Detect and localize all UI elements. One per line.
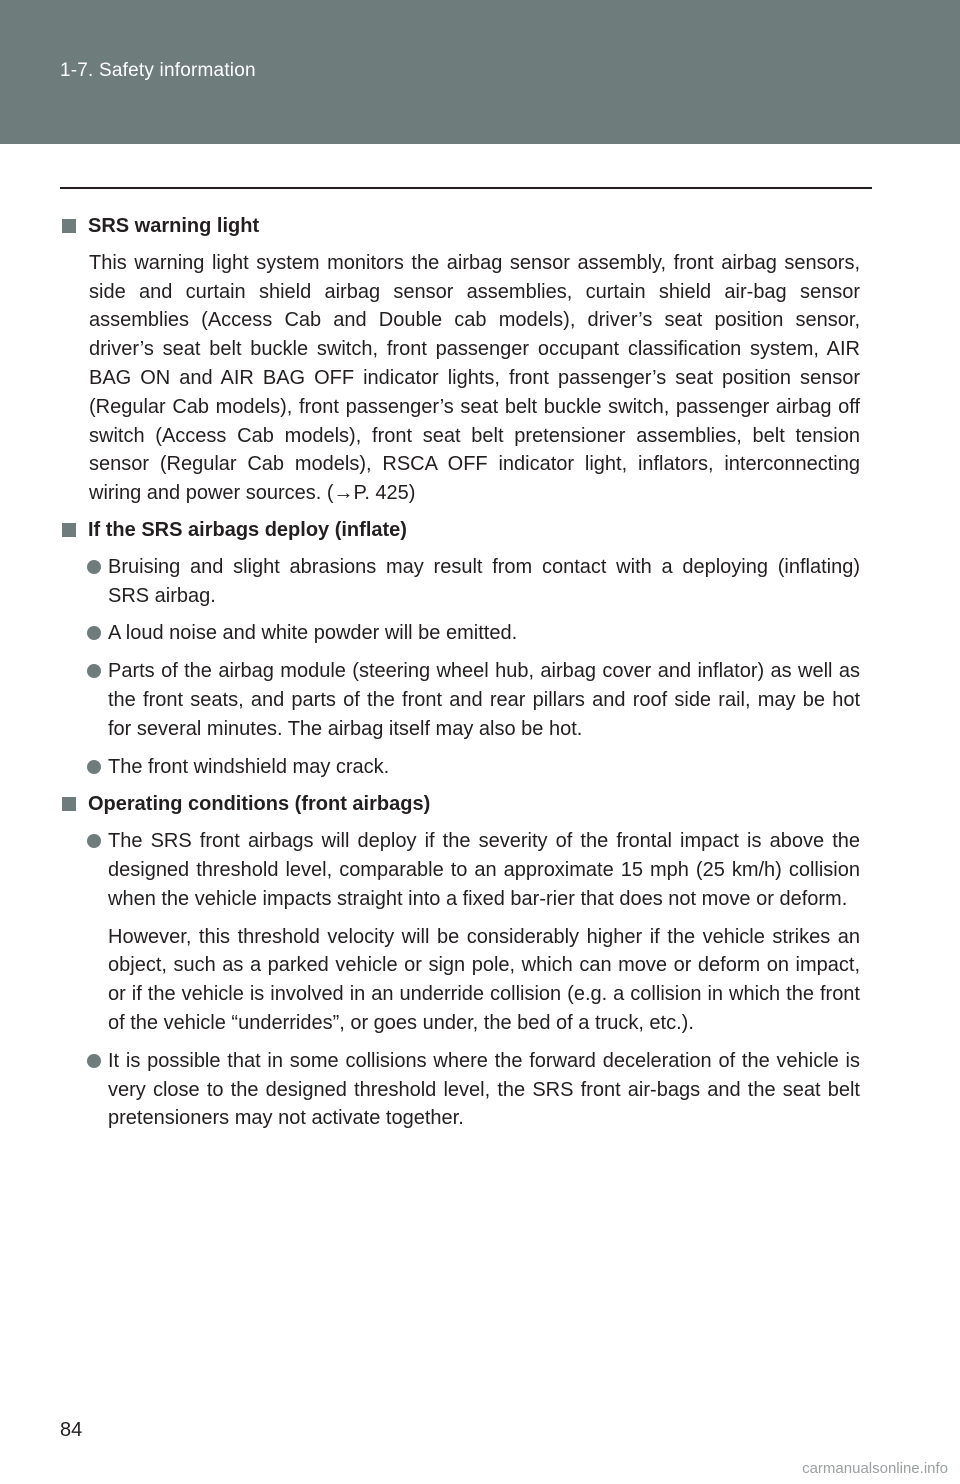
circle-bullet-icon	[87, 626, 101, 640]
list-item	[60, 1047, 860, 1133]
list-item	[60, 827, 860, 913]
circle-bullet-icon	[87, 760, 101, 774]
square-bullet-icon	[62, 219, 76, 233]
list-item	[60, 619, 860, 648]
section-title: 1-7. Safety information	[60, 60, 256, 81]
page-number: 84	[60, 1419, 83, 1441]
list-item	[60, 553, 860, 611]
square-bullet-icon	[62, 523, 76, 537]
header-band	[0, 0, 960, 144]
list-item-text: Parts of the airbag module (steering wheel hub, airbag cover and inflator) as well as the front seats, and parts of the front and rear pillars and roof side rail, may be hot for several minutes. The airbag itself may also be hot.	[108, 660, 860, 740]
section-heading	[60, 516, 860, 545]
divider-rule	[60, 187, 872, 189]
list-item	[60, 657, 860, 743]
list-item-text: It is possible that in some collisions where the forward deceleration of the vehicle is very close to the designed threshold level, the SRS front air-bags and the seat belt pretensioners may not activate together.	[108, 1049, 860, 1130]
section-srs-warning-light	[60, 212, 860, 508]
circle-bullet-icon	[87, 664, 101, 678]
section-heading	[60, 212, 860, 241]
circle-bullet-icon	[87, 1054, 101, 1068]
circle-bullet-icon	[87, 834, 101, 848]
watermark: carmanualsonline.info	[802, 1460, 948, 1477]
list-item-continuation: However, this threshold velocity will be considerably higher if the vehicle strikes an object, such as a parked vehicle or sign pole, which can move or deform on impact, or if the vehicle is involved in an underride collision (e.g. a collision in which the front of the vehicle “underrides”, or goes under, the bed of a truck, etc.).	[108, 925, 860, 1034]
section-airbags-deploy	[60, 516, 860, 781]
list-item	[60, 753, 860, 782]
body-paragraph: This warning light system monitors the airbag sensor assembly, front airbag sensors, side and curtain shield airbag sensor assemblies, curtain shield air-bag sensor assemblies (Access Cab and Double cab models), driver’s seat position sensor, driver’s seat belt buckle switch, front passenger occupant classification system, AIR BAG ON and AIR BAG OFF indicator lights, front passenger’s seat position sensor (Regular Cab models), front passenger’s seat belt buckle switch, passenger airbag off switch (Access Cab models), front seat belt pretensioner assemblies, belt tension sensor (Regular Cab models), RSCA OFF indicator light, inflators, interconnecting wiring and power sources. (→P. 425)	[89, 251, 860, 505]
section-heading	[60, 790, 860, 819]
heading-text: If the SRS airbags deploy (inflate)	[88, 518, 407, 541]
list-item-text: A loud noise and white powder will be emitted.	[108, 622, 518, 645]
section-operating-conditions	[60, 790, 860, 1133]
heading-text: SRS warning light	[88, 215, 260, 237]
list-item-text: Bruising and slight abrasions may result from contact with a deploying (inflating) SRS airbag.	[108, 555, 860, 607]
circle-bullet-icon	[87, 560, 101, 574]
list-item-text: The SRS front airbags will deploy if the severity of the frontal impact is above the designed threshold level, comparable to an approximate 15 mph (25 km/h) collision when the vehicle impacts straight into a fixed bar-rier that does not move or deform.	[108, 830, 860, 910]
list-item-text: The front windshield may crack.	[108, 755, 390, 778]
page-content	[60, 212, 860, 1142]
square-bullet-icon	[62, 797, 76, 811]
heading-text: Operating conditions (front airbags)	[88, 793, 431, 816]
